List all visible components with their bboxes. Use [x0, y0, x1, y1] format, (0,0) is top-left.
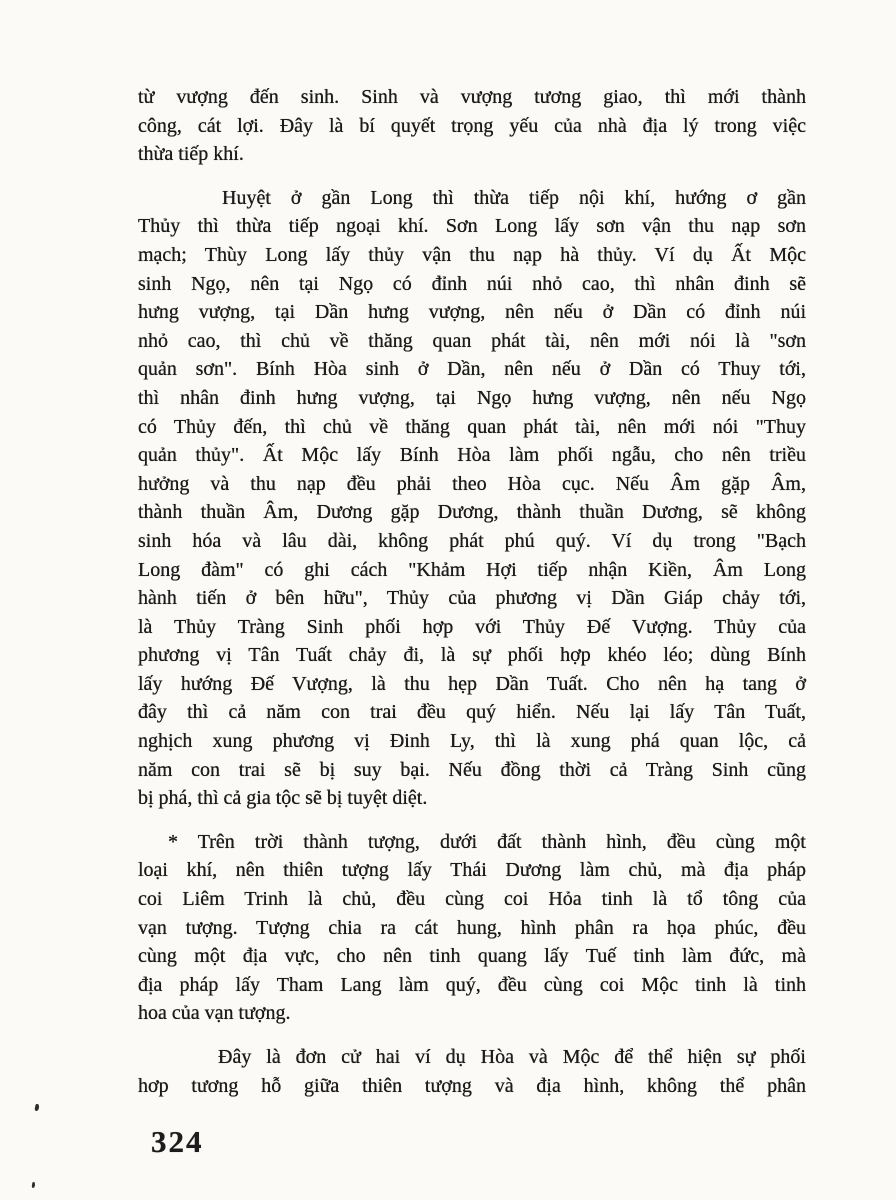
text-line: coi Liêm Trinh là chủ, đều cùng coi Hỏa tinh là tổ tông của — [138, 888, 806, 911]
text-line: có Thủy đến, thì chủ về thăng quan phát tài, nên mới nói "Thuy — [138, 415, 806, 438]
text-line: công, cát lợi. Đây là bí quyết trọng yếu của nhà địa lý trong việc — [138, 114, 806, 137]
text-line: thì nhân đinh hưng vượng, tại Ngọ hưng vượng, nên nếu Ngọ — [138, 386, 806, 409]
text-line: hưng vượng, tại Dần hưng vượng, nên nếu ở Dần có đỉnh núi — [138, 301, 806, 324]
text-line: loại khí, nên thiên tượng lấy Thái Dương làm chủ, mà địa pháp — [138, 859, 806, 882]
text-line: Đây là đơn cử hai ví dụ Hòa và Mộc để thể hiện sự phối — [218, 1046, 806, 1068]
text-line: là Thủy Tràng Sinh phối hợp với Thủy Đế Vượng. Thủy của — [138, 615, 806, 638]
text-line: Long đàm" có ghi cách "Khảm Hợi tiếp nhận Kiền, Âm Long — [138, 558, 806, 581]
text-line: hành tiến ở bên hữu", Thủy của phương vị Dần Giáp chảy tới, — [138, 587, 806, 610]
text-line: sinh hóa và lâu dài, không phát phú quý. Ví dụ trong "Bạch — [138, 529, 806, 552]
text-line: vạn tượng. Tượng chia ra cát hung, hình phân ra họa phúc, đều — [138, 916, 806, 939]
paragraph — [138, 828, 806, 1028]
scan-artifact-mark — [34, 1104, 39, 1112]
text-line: địa pháp lấy Tham Lang làm quý, đều cùng coi Mộc tinh là tinh — [138, 973, 806, 996]
text-line: lấy hướng Đế Vượng, là thu hẹp Dần Tuất. Cho nên hạ tang ở — [138, 672, 806, 695]
page-number: 324 — [151, 1124, 204, 1159]
text-line: * Trên trời thành tượng, dưới đất thành hình, đều cùng một — [168, 830, 806, 853]
scan-artifact-mark — [32, 1182, 36, 1188]
text-line: mạch; Thùy Long lấy thủy vận thu nạp hà thủy. Ví dụ Ất Mộc — [138, 243, 806, 266]
text-line: năm con trai sẽ bị suy bại. Nếu đồng thời cả Tràng Sinh cũng — [138, 758, 806, 781]
text-line: nhỏ cao, thì chủ về thăng quan phát tài, nên mới nói là "sơn — [138, 329, 806, 352]
paragraph — [138, 1043, 806, 1100]
text-line: nghịch xung phương vị Đinh Ly, thì là xung phá quan lộc, cả — [138, 730, 806, 753]
text-block — [138, 83, 806, 1100]
text-line: Thủy thì thừa tiếp ngoại khí. Sơn Long lấy sơn vận thu nạp sơn — [138, 215, 806, 238]
text-line: phương vị Tân Tuất chảy đi, là sự phối hợp khéo léo; dùng Bính — [138, 644, 806, 667]
paragraph — [138, 83, 806, 169]
text-line: quản sơn". Bính Hòa sinh ở Dần, nên nếu ở Dần có Thuy tới, — [138, 358, 806, 381]
paragraph — [138, 184, 806, 813]
text-line: hưởng và thu nạp đều phải theo Hòa cục. Nếu Âm gặp Âm, — [138, 472, 806, 495]
text-line: quản thủy". Ất Mộc lấy Bính Hòa làm phối ngẫu, cho nên triều — [138, 444, 806, 467]
text-line: đây thì cả năm con trai đều quý hiển. Nếu lại lấy Tân Tuất, — [138, 701, 806, 724]
text-line: bị phá, thì cả gia tộc sẽ bị tuyệt diệt. — [138, 787, 428, 810]
text-line: thành thuần Âm, Dương gặp Dương, thành thuần Dương, sẽ không — [138, 501, 806, 524]
text-line: Huyệt ở gần Long thì thừa tiếp nội khí, hướng ơ gần — [222, 186, 806, 209]
text-line: từ vượng đến sinh. Sinh và vượng tương giao, thì mới thành — [138, 86, 806, 108]
text-line: cùng một địa vực, cho nên tinh quang lấy Tuế tinh làm đức, mà — [138, 945, 806, 968]
text-line: sinh Ngọ, nên tại Ngọ có đỉnh núi nhỏ cao, thì nhân đinh sẽ — [138, 272, 806, 295]
text-line: thừa tiếp khí. — [138, 143, 244, 166]
text-line: hơp tương hỗ giữa thiên tượng và địa hình, không thể phân — [138, 1074, 806, 1097]
text-line: hoa của vạn tượng. — [138, 1002, 291, 1025]
